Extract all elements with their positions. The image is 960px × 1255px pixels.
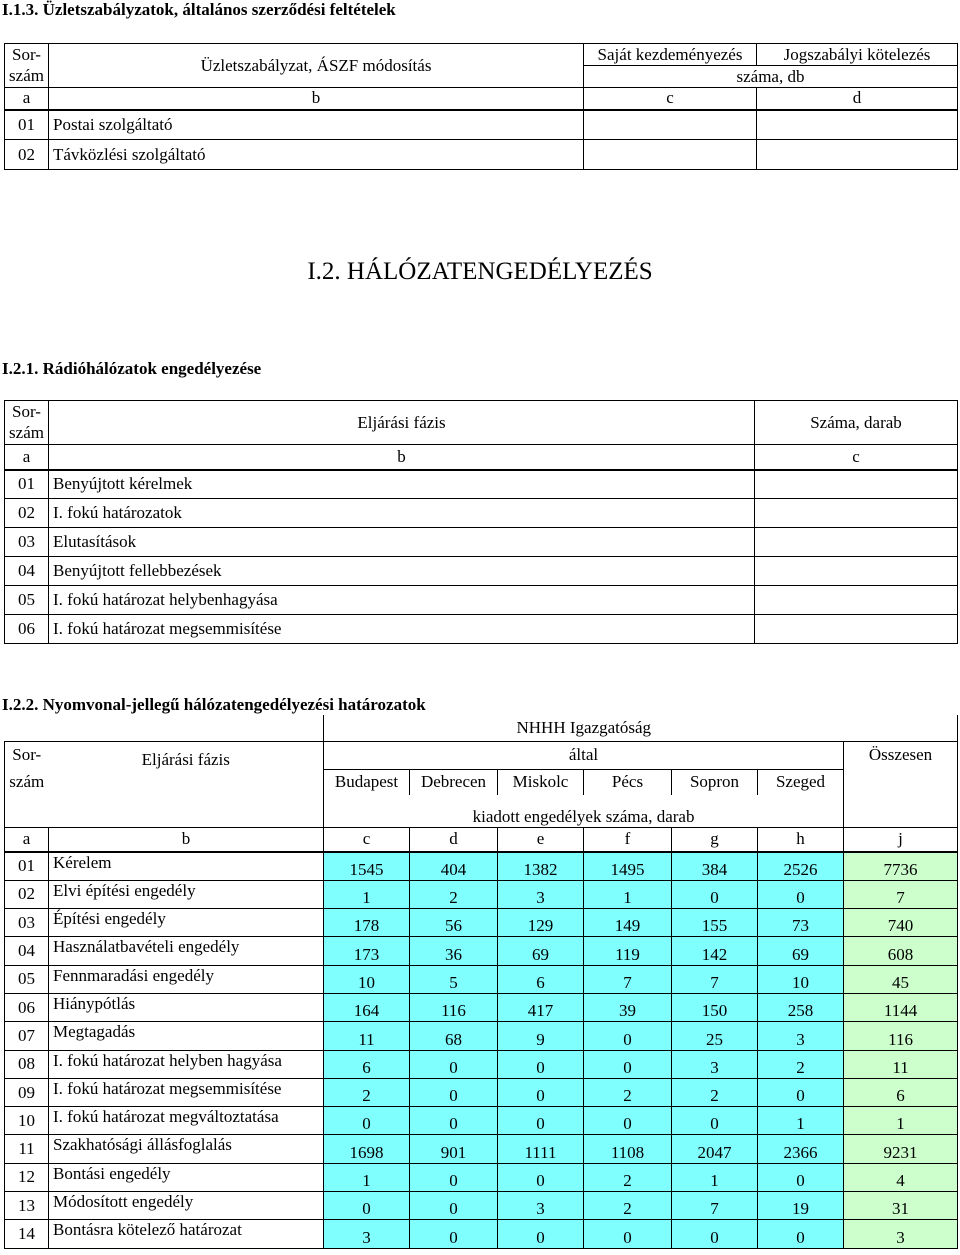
header-altal: által [324,741,844,769]
total-cell: 7736 [844,852,958,880]
value-cell: 36 [410,937,498,965]
page-heading: I.2. HÁLÓZATENGEDÉLYEZÉS [307,258,653,285]
value-cell: 39 [584,993,672,1021]
value-cell: 119 [584,937,672,965]
total-cell: 4 [844,1163,958,1191]
value-cell: 73 [758,909,844,937]
letter-f: f [584,827,672,852]
table-row [5,852,958,880]
value-cell: 178 [324,909,410,937]
letter-e: e [498,827,584,852]
value-cell: 2526 [758,852,844,880]
table-row [5,909,958,937]
cell-count [755,470,958,499]
row-label: Bontási engedély [49,1163,324,1191]
row-number: 03 [5,909,49,937]
letter-b: b [49,827,324,852]
value-cell: 10 [324,965,410,993]
table-row [5,965,958,993]
value-cell: 2 [672,1078,758,1106]
row-label: Építési engedély [49,909,324,937]
letter-h: h [758,827,844,852]
letter-j: j [844,827,958,852]
value-cell: 2366 [758,1135,844,1163]
total-cell: 7 [844,880,958,908]
table-row [5,1135,958,1163]
value-cell: 0 [324,1192,410,1220]
row-label: Elutasítások [49,528,755,557]
total-cell: 6 [844,1078,958,1106]
section-title-business-rules: I.1.3. Üzletszabályzatok, általános szerződési feltételek [2,0,396,19]
row-label: Postai szolgáltató [49,110,584,140]
row-number: 02 [5,140,49,170]
letter-c: c [584,88,757,110]
value-cell: 0 [584,1107,672,1135]
total-cell: 9231 [844,1135,958,1163]
table-row [5,993,958,1021]
header-kiadott: kiadott engedélyek száma, darab [324,795,844,827]
value-cell: 0 [758,1078,844,1106]
table-row [5,615,958,644]
row-label: I. fokú határozat megsemmisítése [49,1078,324,1106]
row-number: 03 [5,528,49,557]
cell-count [755,586,958,615]
value-cell: 258 [758,993,844,1021]
value-cell: 69 [498,937,584,965]
letter-b: b [49,445,755,470]
total-cell: 11 [844,1050,958,1078]
row-label: Hiánypótlás [49,993,324,1021]
row-number: 13 [5,1192,49,1220]
value-cell: 1 [672,1163,758,1191]
value-cell: 6 [498,965,584,993]
value-cell: 0 [584,1022,672,1050]
value-cell: 0 [324,1107,410,1135]
value-cell: 2 [584,1078,672,1106]
table-row [5,937,958,965]
table-row [5,470,958,499]
value-cell: 2 [410,880,498,908]
total-cell: 31 [844,1192,958,1220]
header-nhhh: NHHH Igazgatóság [516,717,652,737]
table-row [5,499,958,528]
row-label: Fennmaradási engedély [49,965,324,993]
row-number: 02 [5,499,49,528]
row-number: 06 [5,993,49,1021]
row-label: I. fokú határozat helybenhagyása [49,586,755,615]
cell-d [757,110,958,140]
value-cell: 0 [498,1220,584,1248]
table-row [5,1192,958,1220]
value-cell: 11 [324,1022,410,1050]
cell-count [755,615,958,644]
value-cell: 9 [498,1022,584,1050]
row-number: 12 [5,1163,49,1191]
row-number: 04 [5,557,49,586]
header-szam: szám [5,769,49,795]
header-city: Budapest [324,769,410,795]
value-cell: 0 [498,1078,584,1106]
header-city: Sopron [672,769,758,795]
cell-count [755,557,958,586]
header-total: Összesen [844,741,958,795]
row-number: 01 [5,470,49,499]
radio-networks-table [4,400,958,644]
row-label: Távközlési szolgáltató [49,140,584,170]
header-szam: szám [5,66,49,88]
value-cell: 2047 [672,1135,758,1163]
row-label: Megtagadás [49,1022,324,1050]
value-cell: 149 [584,909,672,937]
value-cell: 404 [410,852,498,880]
row-label: Benyújtott fellebbezések [49,557,755,586]
section-title-radio-networks: I.2.1. Rádióhálózatok engedélyezése [2,359,262,378]
value-cell: 1 [324,1163,410,1191]
value-cell: 0 [672,1107,758,1135]
value-cell: 1382 [498,852,584,880]
value-cell: 0 [410,1107,498,1135]
header-city: Miskolc [498,769,584,795]
table-row [5,1220,958,1248]
value-cell: 0 [410,1078,498,1106]
value-cell: 417 [498,993,584,1021]
table-row [5,1163,958,1191]
section-title-line-networks: I.2.2. Nyomvonal-jellegű hálózatengedélyezési határozatok [2,695,426,714]
value-cell: 0 [410,1220,498,1248]
value-cell: 0 [498,1050,584,1078]
letter-c: c [755,445,958,470]
letter-g: g [672,827,758,852]
row-number: 01 [5,852,49,880]
value-cell: 10 [758,965,844,993]
row-number: 08 [5,1050,49,1078]
row-label: I. fokú határozatok [49,499,755,528]
value-cell: 0 [498,1107,584,1135]
header-phase: Eljárási fázis [49,741,324,795]
value-cell: 1 [758,1107,844,1135]
row-label: Kérelem [49,852,324,880]
value-cell: 0 [672,1220,758,1248]
header-sor: Sor- [5,44,49,66]
row-label: Szakhatósági állásfoglalás [49,1135,324,1163]
value-cell: 129 [498,909,584,937]
value-cell: 68 [410,1022,498,1050]
letter-c: c [324,827,410,852]
business-rules-table [4,43,958,170]
cell-d [757,140,958,170]
value-cell: 7 [672,965,758,993]
letter-a: a [5,827,49,852]
total-cell: 1144 [844,993,958,1021]
value-cell: 116 [410,993,498,1021]
line-networks-table [4,715,958,1249]
value-cell: 164 [324,993,410,1021]
header-d: Jogszabályi kötelezés [757,44,958,66]
letter-d: d [757,88,958,110]
value-cell: 0 [498,1163,584,1191]
value-cell: 901 [410,1135,498,1163]
value-cell: 3 [498,880,584,908]
value-cell: 155 [672,909,758,937]
value-cell: 0 [584,1220,672,1248]
total-cell: 3 [844,1220,958,1248]
row-number: 09 [5,1078,49,1106]
value-cell: 69 [758,937,844,965]
value-cell: 1 [584,880,672,908]
row-number: 14 [5,1220,49,1248]
value-cell: 56 [410,909,498,937]
value-cell: 1111 [498,1135,584,1163]
value-cell: 1698 [324,1135,410,1163]
value-cell: 0 [410,1163,498,1191]
value-cell: 2 [584,1192,672,1220]
value-cell: 0 [410,1050,498,1078]
row-number: 05 [5,586,49,615]
value-cell: 2 [324,1078,410,1106]
row-label: I. fokú határozat megsemmisítése [49,615,755,644]
total-cell: 740 [844,909,958,937]
value-cell: 5 [410,965,498,993]
row-label: Módosított engedély [49,1192,324,1220]
row-number: 07 [5,1022,49,1050]
cell-count [755,528,958,557]
row-number: 04 [5,937,49,965]
total-cell: 1 [844,1107,958,1135]
table-row [5,1050,958,1078]
row-number: 05 [5,965,49,993]
total-cell: 116 [844,1022,958,1050]
row-number: 11 [5,1135,49,1163]
value-cell: 3 [672,1050,758,1078]
value-cell: 2 [758,1050,844,1078]
value-cell: 1545 [324,852,410,880]
header-phase: Eljárási fázis [49,401,755,445]
header-city: Pécs [584,769,672,795]
table-row [5,557,958,586]
cell-c [584,140,757,170]
row-number: 01 [5,110,49,140]
header-city: Debrecen [410,769,498,795]
header-sor: Sor- [5,401,49,423]
table-row [5,1107,958,1135]
cell-c [584,110,757,140]
value-cell: 0 [758,880,844,908]
row-label: Bontásra kötelező határozat [49,1220,324,1248]
letter-d: d [410,827,498,852]
row-number: 06 [5,615,49,644]
value-cell: 150 [672,993,758,1021]
cell-count [755,499,958,528]
table-row [5,1022,958,1050]
letter-a: a [5,88,49,110]
value-cell: 384 [672,852,758,880]
value-cell: 3 [758,1022,844,1050]
header-sor: Sor- [5,741,49,769]
value-cell: 1495 [584,852,672,880]
row-number: 10 [5,1107,49,1135]
value-cell: 2 [584,1163,672,1191]
header-b: Üzletszabályzat, ÁSZF módosítás [49,44,584,88]
header-count: Száma, darab [755,401,958,445]
header-city: Szeged [758,769,844,795]
table-row [5,528,958,557]
value-cell: 3 [498,1192,584,1220]
header-szam: szám [5,423,49,445]
value-cell: 3 [324,1220,410,1248]
value-cell: 1108 [584,1135,672,1163]
letter-b: b [49,88,584,110]
total-cell: 608 [844,937,958,965]
letter-a: a [5,445,49,470]
value-cell: 0 [672,880,758,908]
value-cell: 6 [324,1050,410,1078]
row-label: Használatbavételi engedély [49,937,324,965]
value-cell: 25 [672,1022,758,1050]
value-cell: 0 [758,1220,844,1248]
row-number: 02 [5,880,49,908]
value-cell: 142 [672,937,758,965]
row-label: Elvi építési engedély [49,880,324,908]
table-row [5,1078,958,1106]
row-label: I. fokú határozat megváltoztatása [49,1107,324,1135]
value-cell: 7 [672,1192,758,1220]
value-cell: 19 [758,1192,844,1220]
value-cell: 7 [584,965,672,993]
row-label: Benyújtott kérelmek [49,470,755,499]
total-cell: 45 [844,965,958,993]
value-cell: 173 [324,937,410,965]
row-label: I. fokú határozat helyben hagyása [49,1050,324,1078]
value-cell: 0 [758,1163,844,1191]
value-cell: 0 [584,1050,672,1078]
value-cell: 0 [410,1192,498,1220]
header-cd: száma, db [584,66,958,88]
header-c: Saját kezdeményezés [584,44,757,66]
table-row [5,586,958,615]
table-row [5,880,958,908]
value-cell: 1 [324,880,410,908]
